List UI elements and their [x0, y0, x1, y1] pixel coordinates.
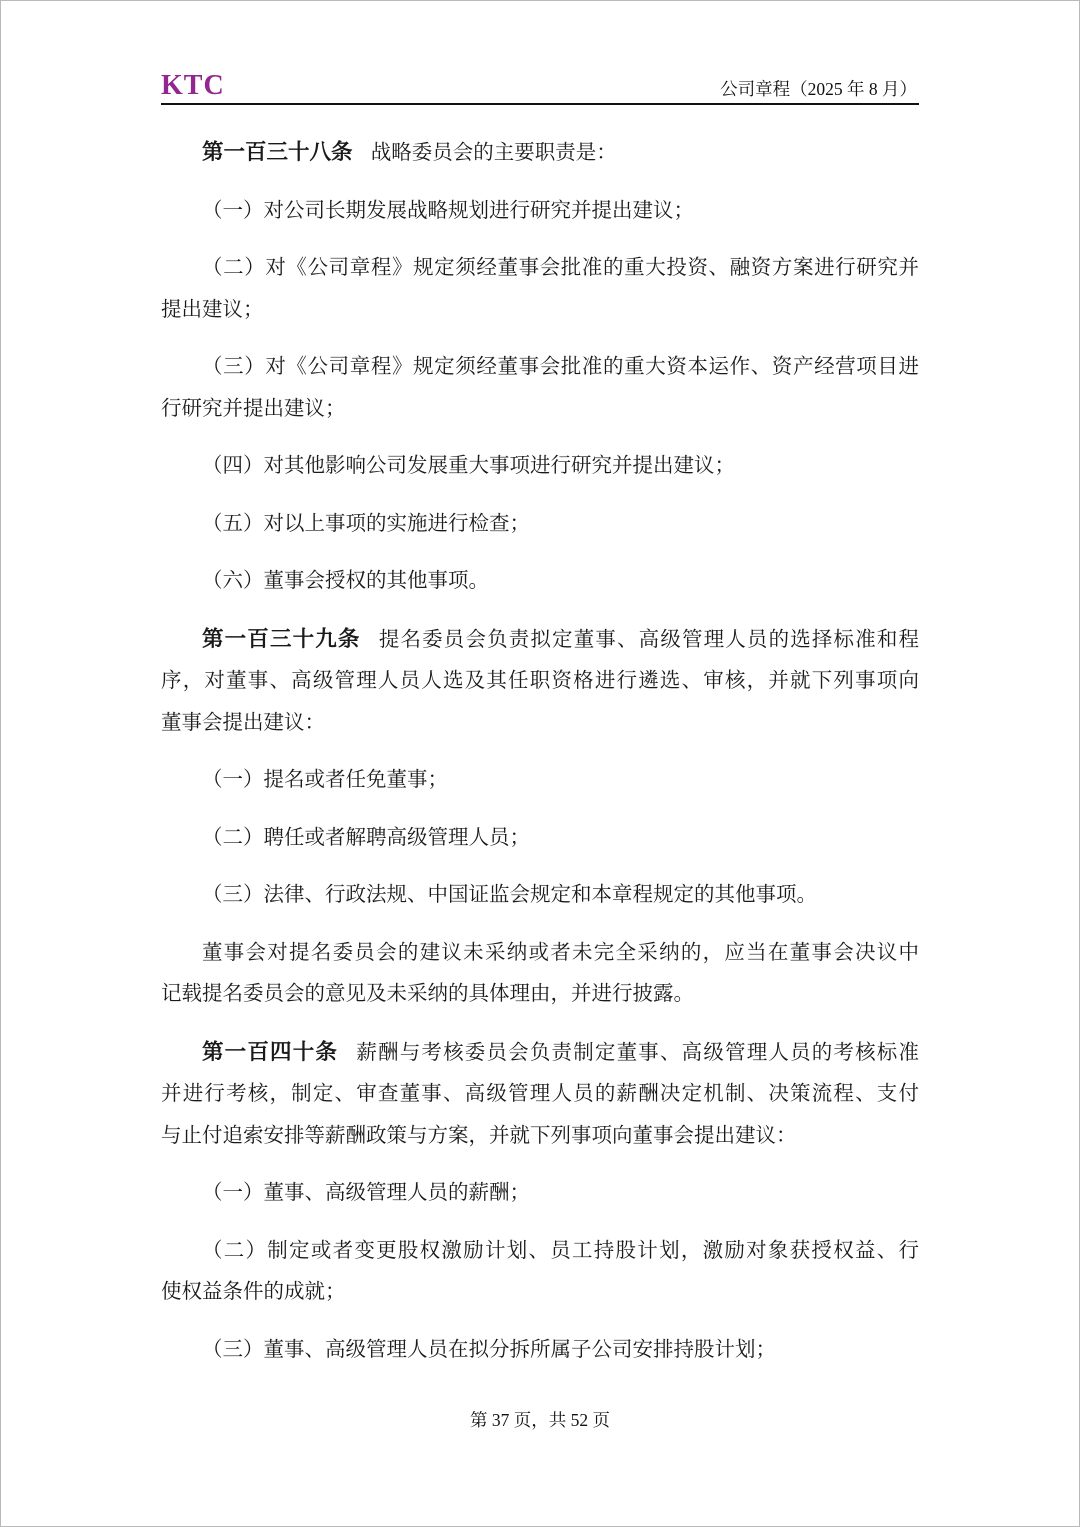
company-logo: KTC [161, 70, 225, 101]
paragraph [161, 446, 919, 488]
text-line: （五）对以上事项的实施进行检查； [202, 512, 530, 535]
text-line: （二）聘任或者解聘高级管理人员； [202, 826, 530, 849]
paragraph [161, 347, 919, 430]
article-number: 第一百四十条 [202, 1039, 339, 1064]
text-line: 记载提名委员会的意见及未采纳的具体理由，并进行披露。 [161, 983, 694, 1005]
text-line: （一）提名或者任免董事； [202, 769, 448, 791]
text-line: （三）董事、高级管理人员在拟分拆所属子公司安排持股计划； [202, 1338, 776, 1361]
header-doc-title: 公司章程（2025 年 8 月） [720, 79, 917, 99]
paragraph [161, 619, 919, 745]
text-line: （三）法律、行政法规、中国证监会规定和本章程规定的其他事项。 [202, 884, 817, 906]
text-line: （三）对《公司章程》规定须经董事会批准的重大资本运作、资产经营项目进 [202, 356, 919, 378]
text-line: 第一百三十九条 提名委员会负责拟定董事、高级管理人员的选择标准和程 [202, 626, 919, 651]
paragraph [161, 248, 919, 331]
paragraph [161, 933, 919, 1016]
text-line: 第一百四十条 薪酬与考核委员会负责制定董事、高级管理人员的考核标准 [202, 1039, 919, 1064]
paragraph [161, 1231, 919, 1314]
paragraph [161, 191, 919, 233]
text-line: 董事会对提名委员会的建议未采纳或者未完全采纳的，应当在董事会决议中 [202, 941, 919, 964]
text-line: （一）董事、高级管理人员的薪酬； [202, 1182, 530, 1204]
text-line: 序，对董事、高级管理人员人选及其任职资格进行遴选、审核，并就下列事项向 [161, 670, 919, 692]
text-line: 董事会提出建议： [161, 711, 325, 734]
paragraph [161, 818, 919, 860]
paragraph [161, 875, 919, 917]
paragraph [161, 760, 919, 802]
text-line: 提出建议； [161, 298, 264, 321]
text-line: 使权益条件的成就； [161, 1281, 346, 1303]
header-divider [161, 103, 919, 105]
paragraph [161, 1330, 919, 1372]
text-line: 行研究并提出建议； [161, 397, 346, 420]
article-number: 第一百三十八条 [202, 140, 353, 164]
text-line: （六）董事会授权的其他事项。 [202, 570, 489, 592]
paragraph [161, 1032, 919, 1158]
paragraph [161, 132, 919, 175]
paragraph [161, 504, 919, 546]
page-number-footer: 第 37 页，共 52 页 [470, 1410, 610, 1430]
document-body [161, 132, 919, 1371]
text-line: （一）对公司长期发展战略规划进行研究并提出建议； [202, 199, 694, 222]
text-line: 与止付追索安排等薪酬政策与方案，并就下列事项向董事会提出建议： [161, 1124, 797, 1147]
paragraph [161, 561, 919, 603]
text-line: 第一百三十八条 战略委员会的主要职责是： [202, 140, 617, 164]
article-number: 第一百三十九条 [202, 626, 361, 651]
paragraph [161, 1173, 919, 1215]
text-line: （四）对其他影响公司发展重大事项进行研究并提出建议； [202, 455, 735, 477]
text-line: （二）对《公司章程》规定须经董事会批准的重大投资、融资方案进行研究并 [202, 257, 919, 279]
text-line: 并进行考核，制定、审查董事、高级管理人员的薪酬决定机制、决策流程、支付 [161, 1083, 919, 1105]
text-line: （二）制定或者变更股权激励计划、员工持股计划，激励对象获授权益、行 [202, 1239, 919, 1262]
